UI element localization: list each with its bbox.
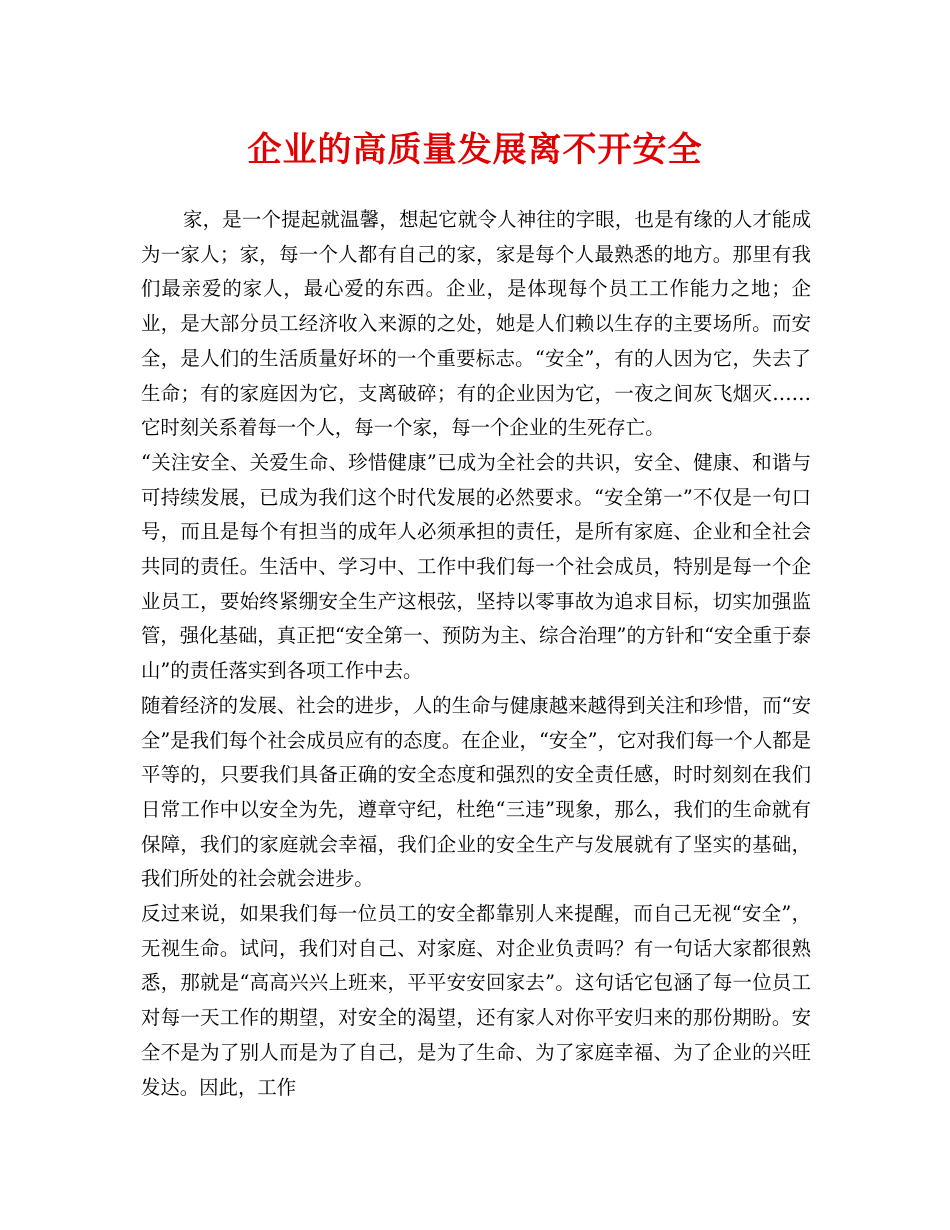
paragraph-4: 反过来说，如果我们每一位员工的安全都靠别人来提醒，而自己无视“安全”，无视生命。试问，我们对自己、对家庭、对企业负责吗？有一句话大家都很熟悉，那就是“高高兴兴上班来，平平安安回家去”。这句话它包涵了每一位员工对每一天工作的期望，对安全的渴望，还有家人对你平安归来的那份期盼。安全不是为了别人而是为了自己，是为了生命、为了家庭幸福、为了企业的兴旺发达。因此，工作: [141, 902, 811, 1099]
paragraph-1: 家，是一个提起就温馨，想起它就令人神往的字眼，也是有缘的人才能成为一家人；家，每一个人都有自己的家，家是每个人最熟悉的地方。那里有我们最亲爱的家人，最心爱的东西。企业，是体现每个员工工作能力之地；企业，是大部分员工经济收入来源的之处，她是人们赖以生存的主要场所。而安全，是人们的生活质量好坏的一个重要标志。“安全”，有的人因为它，失去了生命；有的家庭因为它，支离破碎；有的企业因为它，一夜之间灰飞烟灭……它时刻关系着每一个人，每一个家，每一个企业的生死存亡。: [141, 208, 811, 440]
paragraph-2: “关注安全、关爱生命、珍惜健康”已成为全社会的共识，安全、健康、和谐与可持续发展，已成为我们这个时代发展的必然要求。“安全第一”不仅是一句口号，而且是每个有担当的成年人必须承担的责任，是所有家庭、企业和全社会共同的责任。生活中、学习中、工作中我们每一个社会成员，特别是每一个企业员工，要始终紧绷安全生产这根弦，坚持以零事故为追求目标，切实加强监管，强化基础，真正把“安全第一、预防为主、综合治理”的方针和“安全重于泰山”的责任落实到各项工作中去。: [141, 450, 811, 683]
document-title: 企业的高质量发展离不开安全: [247, 130, 703, 170]
paragraph-3: 随着经济的发展、社会的进步，人的生命与健康越来越得到关注和珍惜，而“安全”是我们每个社会成员应有的态度。在企业，“安全”，它对我们每一个人都是平等的，只要我们具备正确的安全态度和强烈的安全责任感，时时刻刻在我们日常工作中以安全为先，遵章守纪，杜绝“三违”现象，那么，我们的生命就有保障，我们的家庭就会幸福，我们企业的安全生产与发展就有了坚实的基础，我们所处的社会就会进步。: [141, 693, 811, 891]
document-body: [141, 203, 811, 1105]
